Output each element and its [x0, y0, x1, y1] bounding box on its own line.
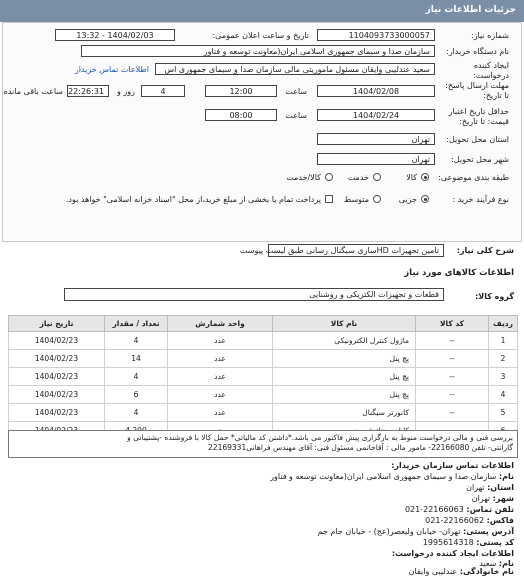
process-medium-label: متوسط [343, 195, 369, 204]
contact-section-title: اطلاعات تماس سازمان خریدار: [391, 461, 514, 470]
cell-date: 1404/02/23 [9, 404, 105, 422]
cell-unit: عدد [168, 404, 273, 422]
table-row[interactable] [9, 404, 518, 422]
cell-code: -- [416, 332, 489, 350]
reply-deadline-label: مهلت ارسال پاسخ: تا تاریخ: [445, 81, 509, 100]
table-header-row [9, 316, 518, 332]
cell-unit: عدد [168, 368, 273, 386]
process-minor-label: جزیی [398, 195, 417, 204]
cell-qty: 4 [105, 368, 168, 386]
col-date: تاریخ نیاز [9, 316, 105, 332]
cell-name: پچ پنل [273, 386, 416, 404]
contact-line: شهر: تهران [471, 494, 514, 503]
contact-line: نام: سازمان صدا و سیمای جمهوری اسلامی ایران(معاونت توسعه و فناور [270, 472, 514, 481]
col-qty: تعداد / مقدار [105, 316, 168, 332]
province-field[interactable]: تهران [317, 133, 435, 145]
goods-section-title: اطلاعات کالاهای مورد نیاز [404, 268, 514, 278]
cell-row: 1 [489, 332, 518, 350]
buyer-org-field[interactable]: سازمان صدا و سیمای جمهوری اسلامی ایران(معاونت توسعه و فناور [81, 45, 435, 57]
contact-line: استان: تهران [466, 483, 514, 492]
goods-table [8, 315, 518, 440]
contact-line: تلفن تماس: 22166063-021 [404, 505, 514, 514]
category-both-label: کالا/خدمت [286, 173, 321, 182]
cell-row: 2 [489, 350, 518, 368]
cell-row: 5 [489, 404, 518, 422]
process-label: نوع فرآیند خرید : [452, 195, 509, 204]
cell-unit: عدد [168, 332, 273, 350]
validity-time-field[interactable]: 08:00 [205, 109, 277, 121]
remaining-label: ساعت باقی مانده [3, 87, 63, 96]
buyer-notes-line1: بررسی فنی و مالی درخواست منوط به بارگزاری پیش فاکتور می باشد.*داشتن کد مالیاتی* حمل کالا با فروشنده -پشتیبانی و [127, 433, 513, 442]
cell-date: 1404/02/23 [9, 350, 105, 368]
city-label: شهر محل تحویل: [451, 155, 509, 164]
page-header [0, 0, 524, 22]
city-field[interactable]: تهران [317, 153, 435, 165]
remaining-time-field[interactable]: 22:26:31 [67, 85, 109, 97]
contact-line: نام: سعید [479, 559, 514, 568]
cell-date: 1404/02/23 [9, 332, 105, 350]
summary-label: شرح کلی نیاز: [456, 246, 514, 255]
days-label: روز و [117, 87, 135, 96]
buyer-contact-link[interactable]: اطلاعات تماس خریدار [74, 65, 149, 74]
category-service-radio[interactable] [373, 173, 381, 181]
requester-field[interactable]: سعید عندلیبی وایقان مسئول ماموریتی مالی سازمان صدا و سیمای جمهوری اس [155, 63, 435, 75]
contact-line: اطلاعات ایجاد کننده درخواست: [391, 549, 514, 558]
cell-qty: 14 [105, 350, 168, 368]
cell-date: 1404/02/23 [9, 386, 105, 404]
buyer-notes-line2: گارانتی- تلفن 22166080- مامور مالی : آقاحاتمی مسئول فنی: آقای مهندس فراهانی22169331 [208, 443, 513, 452]
cell-unit: عدد [168, 350, 273, 368]
table-row[interactable] [9, 332, 518, 350]
process-minor-radio[interactable] [421, 195, 429, 203]
treasury-checkbox[interactable] [325, 195, 333, 203]
category-goods-radio[interactable] [421, 173, 429, 181]
cell-code: -- [416, 350, 489, 368]
cell-row: 3 [489, 368, 518, 386]
category-goods-label: کالا [406, 173, 417, 182]
cell-name: ماژول کنترل الکترونیکی [273, 332, 416, 350]
col-row: ردیف [489, 316, 518, 332]
page-title: جزئیات اطلاعات نیاز [425, 5, 516, 15]
need-number-field[interactable]: 1104093733000057 [317, 29, 435, 41]
table-row[interactable] [9, 386, 518, 404]
col-code: کد کالا [416, 316, 489, 332]
reply-time-field[interactable]: 12:00 [205, 85, 277, 97]
contact-line: آدرس پستی: تهران- خیابان ولیعصر(عج) - خیابان جام جم [317, 527, 514, 536]
need-number-label: شماره نیاز: [471, 31, 509, 40]
cell-row: 4 [489, 386, 518, 404]
days-field[interactable]: 4 [141, 85, 185, 97]
cell-unit: عدد [168, 386, 273, 404]
requester-label: ایجاد کننده درخواست: [473, 61, 509, 80]
announce-field[interactable]: 1404/02/03 - 13:32 [55, 29, 175, 41]
reply-time-label: ساعت [285, 87, 307, 96]
col-unit: واحد شمارش [168, 316, 273, 332]
cell-qty: 6 [105, 386, 168, 404]
treasury-payment-text: پرداخت تمام یا بخشی از مبلغ خرید،از محل "اسناد خزانه اسلامی" خواهد بود. [65, 195, 321, 204]
validity-time-label: ساعت [285, 111, 307, 120]
cell-name: پچ پنل [273, 368, 416, 386]
cell-qty: 4 [105, 332, 168, 350]
buyer-notes-box [8, 430, 518, 458]
reply-date-field[interactable]: 1404/02/08 [317, 85, 435, 97]
cell-date: 1404/02/23 [9, 368, 105, 386]
cell-name: کانورتر سیگنال [273, 404, 416, 422]
cell-code: -- [416, 404, 489, 422]
contact-line: نام خانوادگی: عندلیبی وایقان [408, 567, 514, 576]
contact-line: فاکس: 22166062-021 [425, 516, 514, 525]
goods-group-field[interactable]: قطعات و تجهیزات الکتریکی و روشنایی [64, 288, 444, 301]
cell-name: پچ پنل [273, 350, 416, 368]
category-label: طبقه بندی موضوعی: [438, 173, 509, 182]
category-service-label: خدمت [347, 173, 369, 182]
cell-qty: 4 [105, 404, 168, 422]
summary-field[interactable]: تامین تجهیزات HDسازی سیگنال رسانی طبق لیست پیوست [268, 244, 444, 257]
category-both-radio[interactable] [325, 173, 333, 181]
process-medium-radio[interactable] [373, 195, 381, 203]
col-name: نام کالا [273, 316, 416, 332]
province-label: استان محل تحویل: [446, 135, 509, 144]
table-row[interactable] [9, 350, 518, 368]
goods-group-label: گروه کالا: [475, 292, 514, 301]
cell-code: -- [416, 386, 489, 404]
contact-line: کد پستی: 1995614318 [422, 538, 514, 547]
announce-label: تاریخ و ساعت اعلان عمومی: [212, 31, 309, 40]
validity-label: حداقل تاریخ اعتبار قیمت: تا تاریخ: [448, 107, 509, 126]
buyer-org-label: نام دستگاه خریدار: [446, 47, 509, 56]
cell-code: -- [416, 368, 489, 386]
need-details-panel [2, 22, 522, 242]
table-row[interactable] [9, 368, 518, 386]
validity-date-field[interactable]: 1404/02/24 [317, 109, 435, 121]
